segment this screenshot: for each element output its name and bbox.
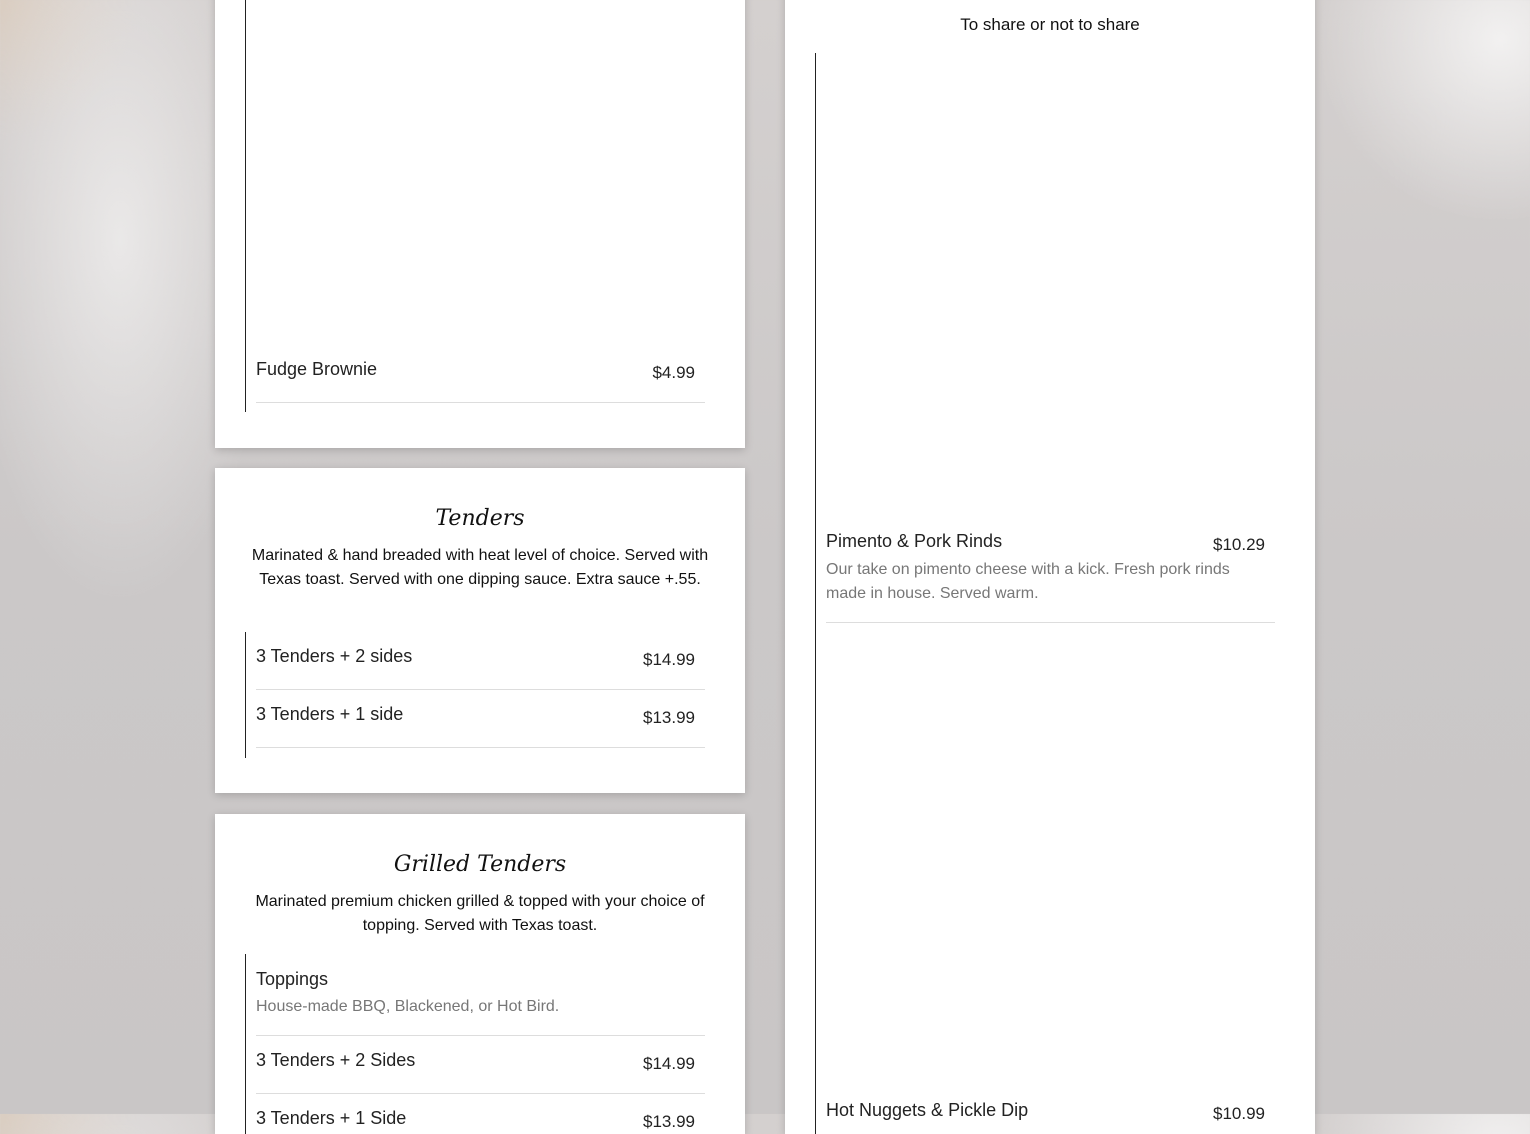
menu-item-name: Fudge Brownie: [256, 359, 378, 379]
item-divider: [256, 747, 705, 748]
menu-item-price: $10.99: [1213, 1104, 1265, 1123]
grilled-tenders-card: [215, 814, 745, 1134]
menu-item-name: 3 Tenders + 1 Side: [256, 1108, 407, 1128]
menu-item-price: $14.99: [643, 650, 695, 669]
desserts-card: [215, 0, 745, 448]
shareables-card: [785, 0, 1315, 1134]
item-divider: [256, 402, 705, 403]
section-title: Tenders: [435, 506, 525, 531]
menu-item-price: $13.99: [643, 708, 695, 727]
menu-item-price: $10.29: [1213, 535, 1265, 554]
section-accent-line: [245, 0, 246, 412]
section-accent-line: [245, 954, 246, 1134]
toppings-description: House-made BBQ, Blackened, or Hot Bird.: [256, 998, 560, 1015]
section-description: Marinated & hand breaded with heat level of choice. Served with Texas toast. Served with one dipping sauce. Extra sauce +.55.: [251, 547, 709, 588]
menu-item-name: Hot Nuggets & Pickle Dip: [826, 1100, 1029, 1120]
section-subtitle: To share or not to share: [960, 15, 1140, 34]
menu-item-name: 3 Tenders + 1 side: [256, 704, 404, 724]
section-accent-line: [815, 53, 816, 1134]
item-divider: [256, 1035, 705, 1036]
menu-item-name: Pimento & Pork Rinds: [826, 531, 1003, 551]
menu-item-price: $4.99: [652, 363, 695, 382]
menu-item-name: 3 Tenders + 2 sides: [256, 646, 413, 666]
item-divider: [256, 689, 705, 690]
section-title: Grilled Tenders: [393, 852, 567, 877]
item-divider: [826, 622, 1275, 623]
section-accent-line: [245, 632, 246, 758]
tenders-card: [215, 468, 745, 793]
menu-item-price: $13.99: [643, 1112, 695, 1131]
section-description: Marinated premium chicken grilled & topped with your choice of topping. Served with Texas toast.: [255, 893, 705, 934]
toppings-label: Toppings: [256, 969, 329, 989]
item-divider: [256, 1093, 705, 1094]
menu-item-name: 3 Tenders + 2 Sides: [256, 1050, 416, 1070]
menu-item-price: $14.99: [643, 1054, 695, 1073]
menu-item-description: Our take on pimento cheese with a kick. Fresh pork rinds made in house. Served warm.: [826, 561, 1230, 602]
